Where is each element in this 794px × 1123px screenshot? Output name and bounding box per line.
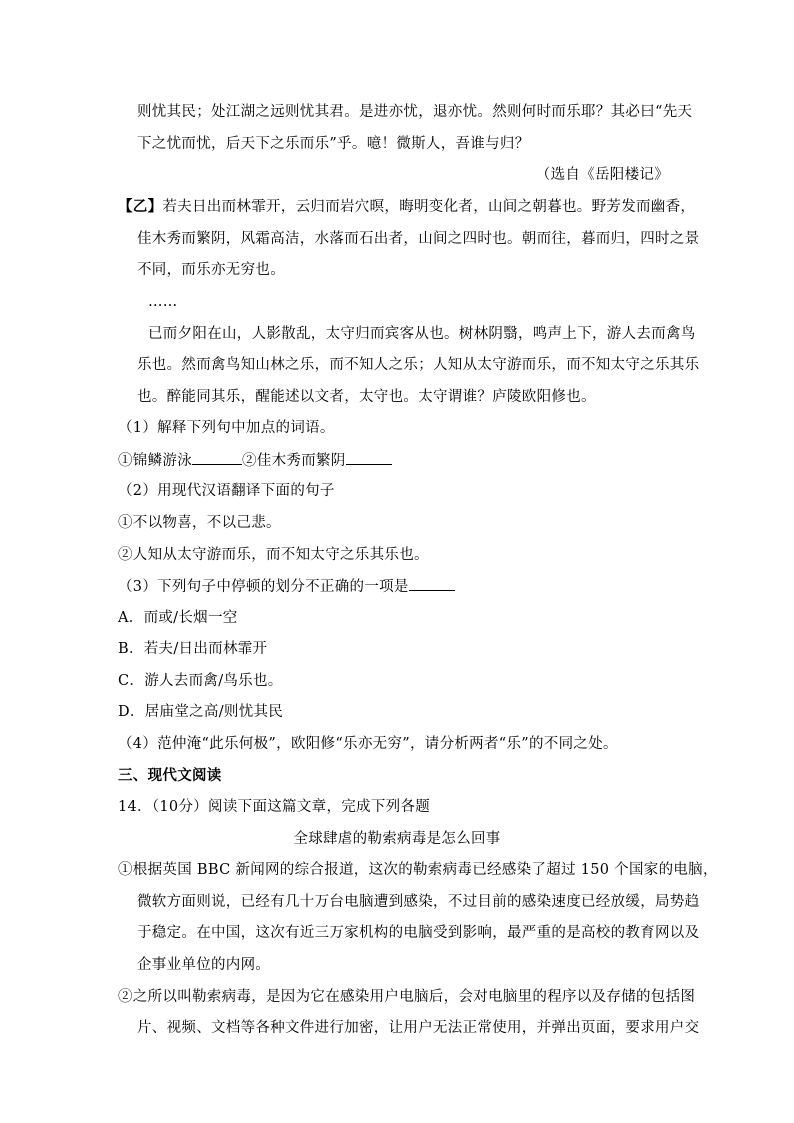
question-14: 14．（10分）阅读下面这篇文章，完成下列各题 bbox=[118, 799, 431, 815]
q1-answer-blank-2[interactable] bbox=[346, 450, 392, 465]
passage-b-text-1: 若夫日出而林霏开，云归而岩穴暝，晦明变化者，山间之朝暮也。野芳发而幽香， bbox=[162, 199, 696, 215]
q1-items bbox=[118, 450, 392, 471]
passage-b-line-2: 佳木秀而繁阴，风霜高洁，水落而石出者，山间之四时也。朝而往，暮而归，四时之景 bbox=[137, 231, 700, 247]
passage-b-line-5: 乐也。然而禽鸟知山林之乐，而不知人之乐；人知从太守游而乐，而不知太守之乐其乐 bbox=[137, 357, 700, 373]
passage-a-line-2: 下之忧而忧，后天下之乐而乐”乎。噫！微斯人，吾谁与归？ bbox=[137, 136, 530, 152]
passage-a-source: （选自《岳阳楼记》 bbox=[535, 167, 669, 183]
passage-b-tag: 【乙】 bbox=[118, 198, 163, 215]
q1-prompt: （1）解释下列句中加点的词语。 bbox=[118, 420, 335, 436]
q2-prompt: （2）用现代汉语翻译下面的句子 bbox=[118, 483, 335, 499]
q2-item-1: ①不以物喜，不以己悲。 bbox=[118, 515, 281, 531]
passage-b-line-4: 已而夕阳在山，人影散乱，太守归而宾客从也。树林阴翳，鸣声上下，游人去而禽鸟 bbox=[148, 326, 696, 342]
q1-item-2: ②佳木秀而繁阴 bbox=[242, 453, 346, 469]
q3-answer-blank[interactable] bbox=[409, 576, 455, 591]
q3-option-a: A．而或/长烟一空 bbox=[118, 610, 238, 626]
q3-prompt-line bbox=[118, 576, 455, 597]
article-p1-line-2: 微软方面则说，已经有几十万台电脑遭到感染，不过目前的感染速度已经放缓，局势趋 bbox=[137, 894, 700, 910]
article-title: 全球肆虐的勒索病毒是怎么回事 bbox=[293, 831, 501, 847]
article-p2-line-1: ②之所以叫勒索病毒，是因为它在感染用户电脑后，会对电脑里的程序以及存储的包括图 bbox=[118, 989, 696, 1005]
section-3-heading: 三、现代文阅读 bbox=[118, 767, 222, 784]
q4-prompt: （4）范仲淹“此乐何极”，欧阳修“乐亦无穷”，请分析两者“乐”的不同之处。 bbox=[118, 736, 618, 752]
passage-b-line-6: 也。醉能同其乐，醒能述以文者，太守也。太守谓谁？庐陵欧阳修也。 bbox=[137, 389, 596, 405]
q1-answer-blank-1[interactable] bbox=[192, 450, 242, 465]
passage-b-line-3: 不同，而乐亦无穷也。 bbox=[137, 262, 285, 278]
q2-item-2: ②人知从太守游而乐，而不知太守之乐其乐也。 bbox=[118, 547, 429, 563]
q3-option-c: C．游人去而禽/鸟乐也。 bbox=[118, 673, 283, 689]
article-p1-line-1: ①根据英国 BBC 新闻网的综合报道，这次的勒索病毒已经感染了超过 150 个国家的电脑， bbox=[118, 862, 718, 878]
article-p1-line-4: 企事业单位的内网。 bbox=[137, 957, 271, 973]
passage-b-ellipsis: …… bbox=[148, 294, 178, 310]
q3-option-b: B．若夫/日出而林霏开 bbox=[118, 641, 268, 657]
q3-option-d: D．居庙堂之高/则忧其民 bbox=[118, 704, 284, 720]
passage-a-line-1: 则忧其民；处江湖之远则忧其君。是进亦忧，退亦忧。然则何时而乐耶？其必曰“先天 bbox=[137, 104, 693, 120]
article-p1-line-3: 于稳定。在中国，这次有近三万家机构的电脑受到影响，最严重的是高校的教育网以及 bbox=[137, 925, 700, 941]
q1-item-1: ①锦鳞游泳 bbox=[118, 453, 192, 469]
q3-prompt: （3）下列句子中停顿的划分不正确的一项是 bbox=[118, 579, 409, 595]
passage-b-line-1 bbox=[118, 197, 695, 217]
article-p2-line-2: 片、视频、文档等各种文件进行加密，让用户无法正常使用，并弹出页面，要求用户交 bbox=[137, 1020, 700, 1036]
